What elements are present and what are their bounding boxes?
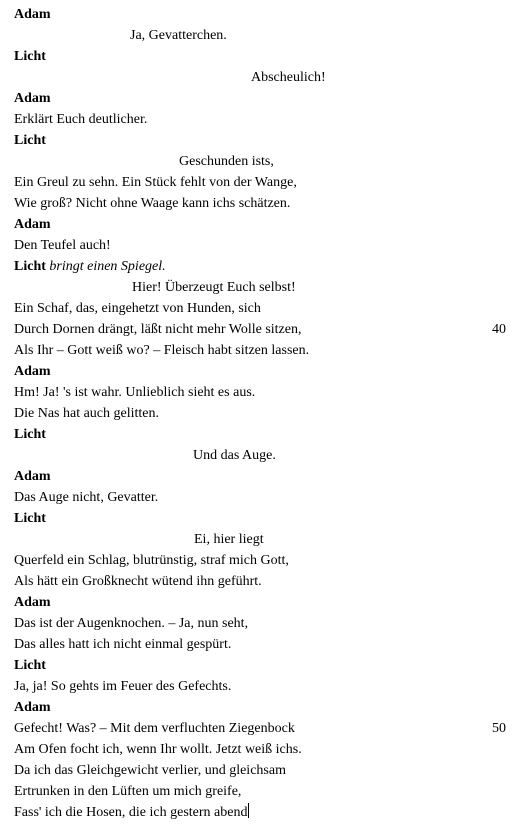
verse-line bbox=[14, 193, 516, 214]
speaker-line bbox=[14, 4, 516, 25]
verse-line bbox=[14, 802, 516, 823]
verse-line bbox=[14, 739, 516, 760]
speaker-name: Adam bbox=[14, 364, 51, 379]
verse-text: Als hätt ein Großknecht wütend ihn geführt. bbox=[14, 574, 262, 589]
verse-text: Ei, hier liegt bbox=[194, 532, 264, 547]
speaker-line bbox=[14, 655, 516, 676]
verse-line bbox=[14, 487, 516, 508]
verse-line bbox=[14, 760, 516, 781]
verse-text: Wie groß? Nicht ohne Waage kann ichs schätzen. bbox=[14, 196, 291, 211]
speaker-line bbox=[14, 256, 516, 277]
speaker-name: Licht bbox=[14, 658, 46, 673]
speaker-line bbox=[14, 508, 516, 529]
verse-line bbox=[14, 718, 516, 739]
speaker-line bbox=[14, 361, 516, 382]
stage-direction: bringt einen Spiegel. bbox=[49, 259, 166, 274]
verse-line bbox=[14, 151, 516, 172]
verse-line bbox=[14, 109, 516, 130]
verse-text: Hier! Überzeugt Euch selbst! bbox=[132, 280, 296, 295]
verse-line bbox=[14, 781, 516, 802]
verse-line bbox=[14, 403, 516, 424]
verse-text: Ein Schaf, das, eingehetzt von Hunden, sich bbox=[14, 301, 261, 316]
verse-line bbox=[14, 67, 516, 88]
verse-line bbox=[14, 235, 516, 256]
speaker-line bbox=[14, 424, 516, 445]
verse-line bbox=[14, 25, 516, 46]
verse-text: Das alles hatt ich nicht einmal gespürt. bbox=[14, 637, 232, 652]
verse-text: Geschunden ists, bbox=[179, 154, 274, 169]
speaker-line bbox=[14, 592, 516, 613]
speaker-line bbox=[14, 46, 516, 67]
speaker-line bbox=[14, 88, 516, 109]
verse-text: Ertrunken in den Lüften um mich greife, bbox=[14, 784, 242, 799]
verse-text: Und das Auge. bbox=[193, 448, 276, 463]
speaker-name: Adam bbox=[14, 7, 51, 22]
verse-text: Die Nas hat auch gelitten. bbox=[14, 406, 160, 421]
text-cursor bbox=[248, 803, 249, 818]
verse-text: Ja, Gevatterchen. bbox=[130, 28, 227, 43]
verse-text: Ein Greul zu sehn. Ein Stück fehlt von der Wange, bbox=[14, 175, 297, 190]
speaker-name: Adam bbox=[14, 595, 51, 610]
speaker-name: Licht bbox=[14, 259, 46, 274]
verse-text: Das ist der Augenknochen. – Ja, nun seht, bbox=[14, 616, 249, 631]
verse-text: Hm! Ja! 's ist wahr. Unlieblich sieht es aus. bbox=[14, 385, 256, 400]
verse-line bbox=[14, 571, 516, 592]
speaker-name: Licht bbox=[14, 427, 46, 442]
verse-text: Durch Dornen drängt, läßt nicht mehr Wolle sitzen, bbox=[14, 322, 302, 337]
verse-text: Fass' ich die Hosen, die ich gestern abend bbox=[14, 805, 248, 820]
speaker-name: Licht bbox=[14, 49, 46, 64]
verse-line bbox=[14, 445, 516, 466]
verse-text: Das Auge nicht, Gevatter. bbox=[14, 490, 159, 505]
verse-line bbox=[14, 676, 516, 697]
speaker-line bbox=[14, 697, 516, 718]
speaker-name: Licht bbox=[14, 133, 46, 148]
verse-line bbox=[14, 172, 516, 193]
verse-line bbox=[14, 634, 516, 655]
verse-line bbox=[14, 382, 516, 403]
verse-line bbox=[14, 277, 516, 298]
verse-text: Den Teufel auch! bbox=[14, 238, 111, 253]
verse-line bbox=[14, 613, 516, 634]
verse-text: Abscheulich! bbox=[251, 70, 326, 85]
verse-text: Gefecht! Was? – Mit dem verfluchten Ziegenbock bbox=[14, 721, 295, 736]
verse-line bbox=[14, 340, 516, 361]
speaker-name: Adam bbox=[14, 469, 51, 484]
verse-text: Da ich das Gleichgewicht verlier, und gleichsam bbox=[14, 763, 286, 778]
verse-line bbox=[14, 298, 516, 319]
verse-text: Als Ihr – Gott weiß wo? – Fleisch habt sitzen lassen. bbox=[14, 343, 310, 358]
line-number: 40 bbox=[492, 322, 506, 337]
speaker-name: Licht bbox=[14, 511, 46, 526]
speaker-line bbox=[14, 130, 516, 151]
verse-line bbox=[14, 529, 516, 550]
speaker-name: Adam bbox=[14, 217, 51, 232]
verse-line bbox=[14, 550, 516, 571]
speaker-line bbox=[14, 466, 516, 487]
verse-text: Erklärt Euch deutlicher. bbox=[14, 112, 148, 127]
verse-text: Ja, ja! So gehts im Feuer des Gefechts. bbox=[14, 679, 232, 694]
speaker-name: Adam bbox=[14, 91, 51, 106]
speaker-line bbox=[14, 214, 516, 235]
verse-line bbox=[14, 319, 516, 340]
verse-text: Querfeld ein Schlag, blutrünstig, straf mich Gott, bbox=[14, 553, 289, 568]
verse-text: Am Ofen focht ich, wenn Ihr wollt. Jetzt weiß ichs. bbox=[14, 742, 302, 757]
speaker-name: Adam bbox=[14, 700, 51, 715]
line-number: 50 bbox=[492, 721, 506, 736]
